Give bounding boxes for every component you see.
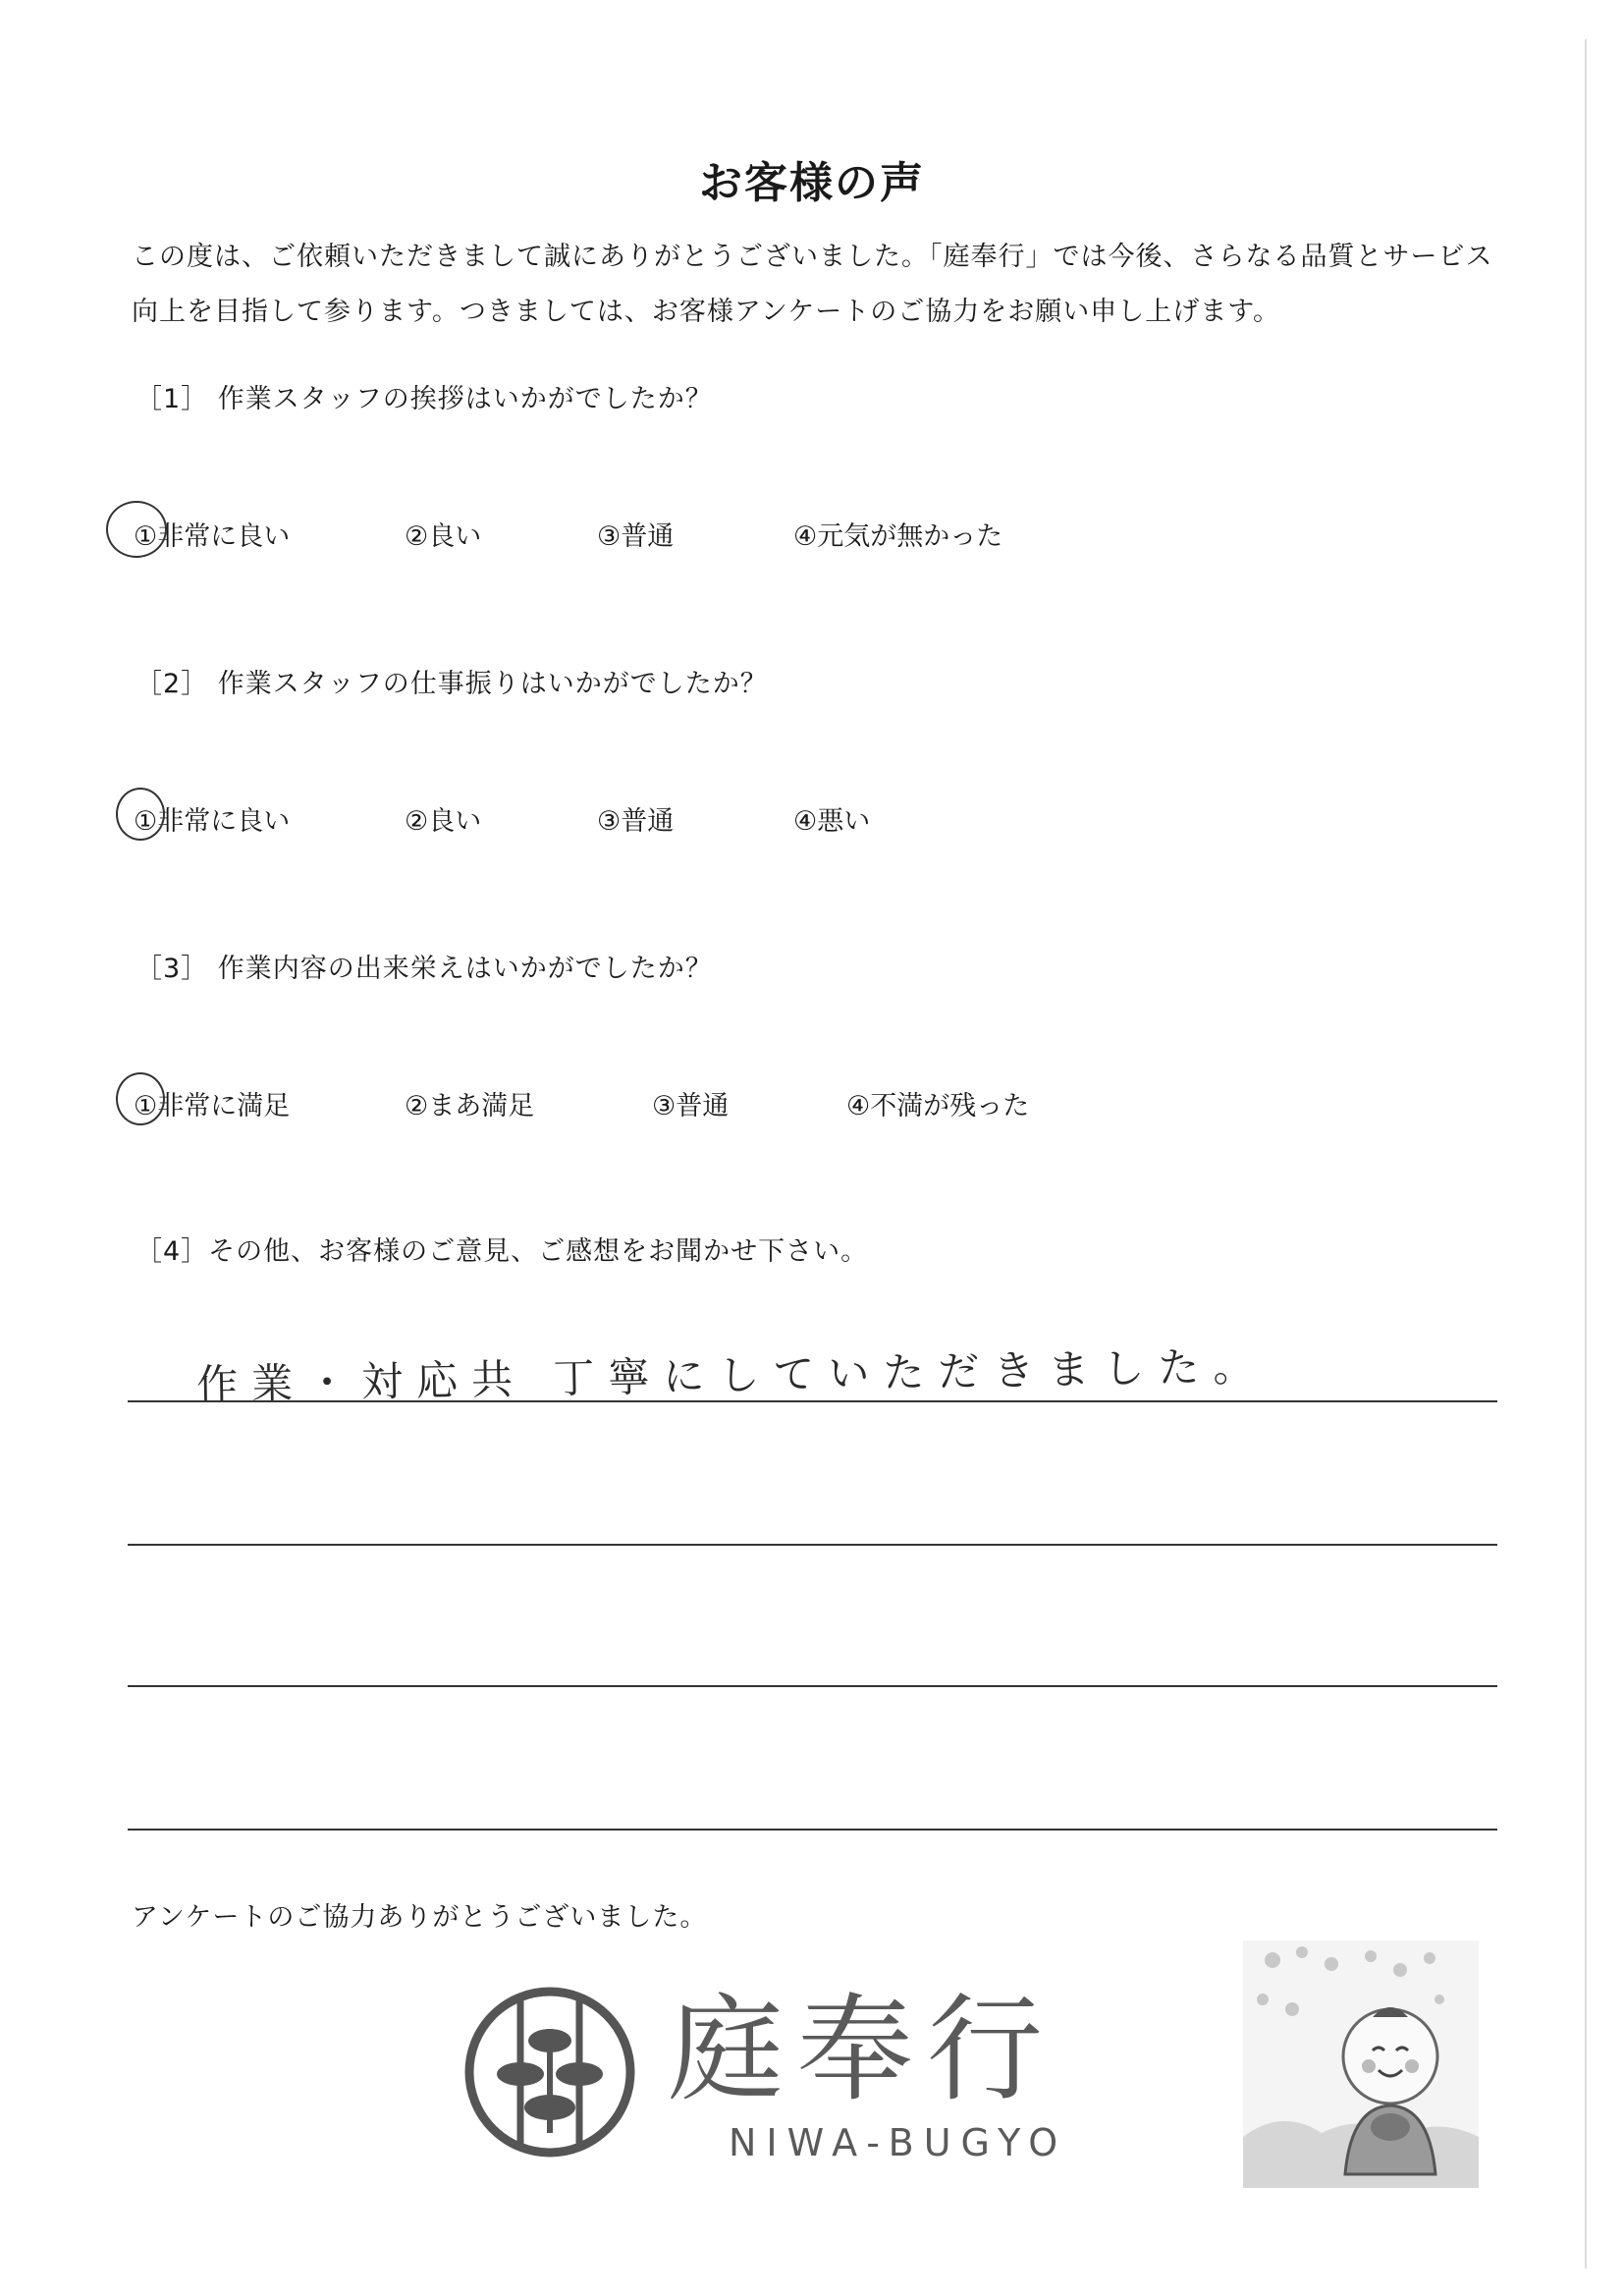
question-3-label: ［3］ 作業内容の出来栄えはいかがでしたか？ [135,954,713,984]
q2-option-4[interactable]: ④悪い [793,806,871,837]
q1-option-1[interactable]: ①非常に良い [134,521,291,552]
q2-option-1[interactable]: ①非常に良い [134,806,291,837]
logo-wordmark: 庭奉行 [668,1982,1057,2117]
closing-thanks: アンケートのご協力ありがとうございました。 [132,1902,708,1933]
handwritten-answer: 作業・対応共 丁寧にしていただきました。 [195,1341,1269,1409]
page-title: お客様の声 [699,158,925,208]
question-4-label: ［4］その他、お客様のご意見、ご感想をお聞かせ下さい。 [135,1236,869,1267]
q3-option-2[interactable]: ②まあ満足 [405,1091,535,1121]
page-edge-line [1585,39,1587,2269]
q3-answer-circle [116,1072,165,1125]
answer-line-3 [128,1685,1497,1687]
q1-answer-circle [106,501,167,558]
intro-text: この度は、ご依頼いただきまして誠にありがとうございました。「庭奉行」では今後、さらなる品質とサービス向上を目指して参ります。つきましては、お客様アンケートのご協力をお願い申し上げます。 [132,242,1493,327]
q2-option-3[interactable]: ③普通 [597,806,675,837]
mascot-illustration-icon [1243,1941,1479,2188]
pine-crest-logo-icon [463,1986,636,2159]
answer-line-2 [128,1544,1497,1546]
q2-option-2[interactable]: ②良い [405,806,482,837]
q3-option-3[interactable]: ③普通 [652,1091,730,1121]
q3-option-4[interactable]: ④不満が残った [846,1091,1030,1121]
answer-line-4 [128,1829,1497,1831]
question-2-label: ［2］ 作業スタッフの仕事振りはいかがでしたか？ [135,669,768,699]
q1-option-3[interactable]: ③普通 [597,521,675,552]
answer-line-1 [128,1400,1497,1402]
q3-option-1[interactable]: ①非常に満足 [134,1091,291,1121]
q2-answer-circle [116,788,165,841]
q1-option-2[interactable]: ②良い [405,521,482,552]
logo-roman-text: NIWA-BUGYO [729,2121,1068,2164]
question-1-label: ［1］ 作業スタッフの挨拶はいかがでしたか？ [135,384,713,414]
q1-option-4[interactable]: ④元気が無かった [793,521,1003,552]
